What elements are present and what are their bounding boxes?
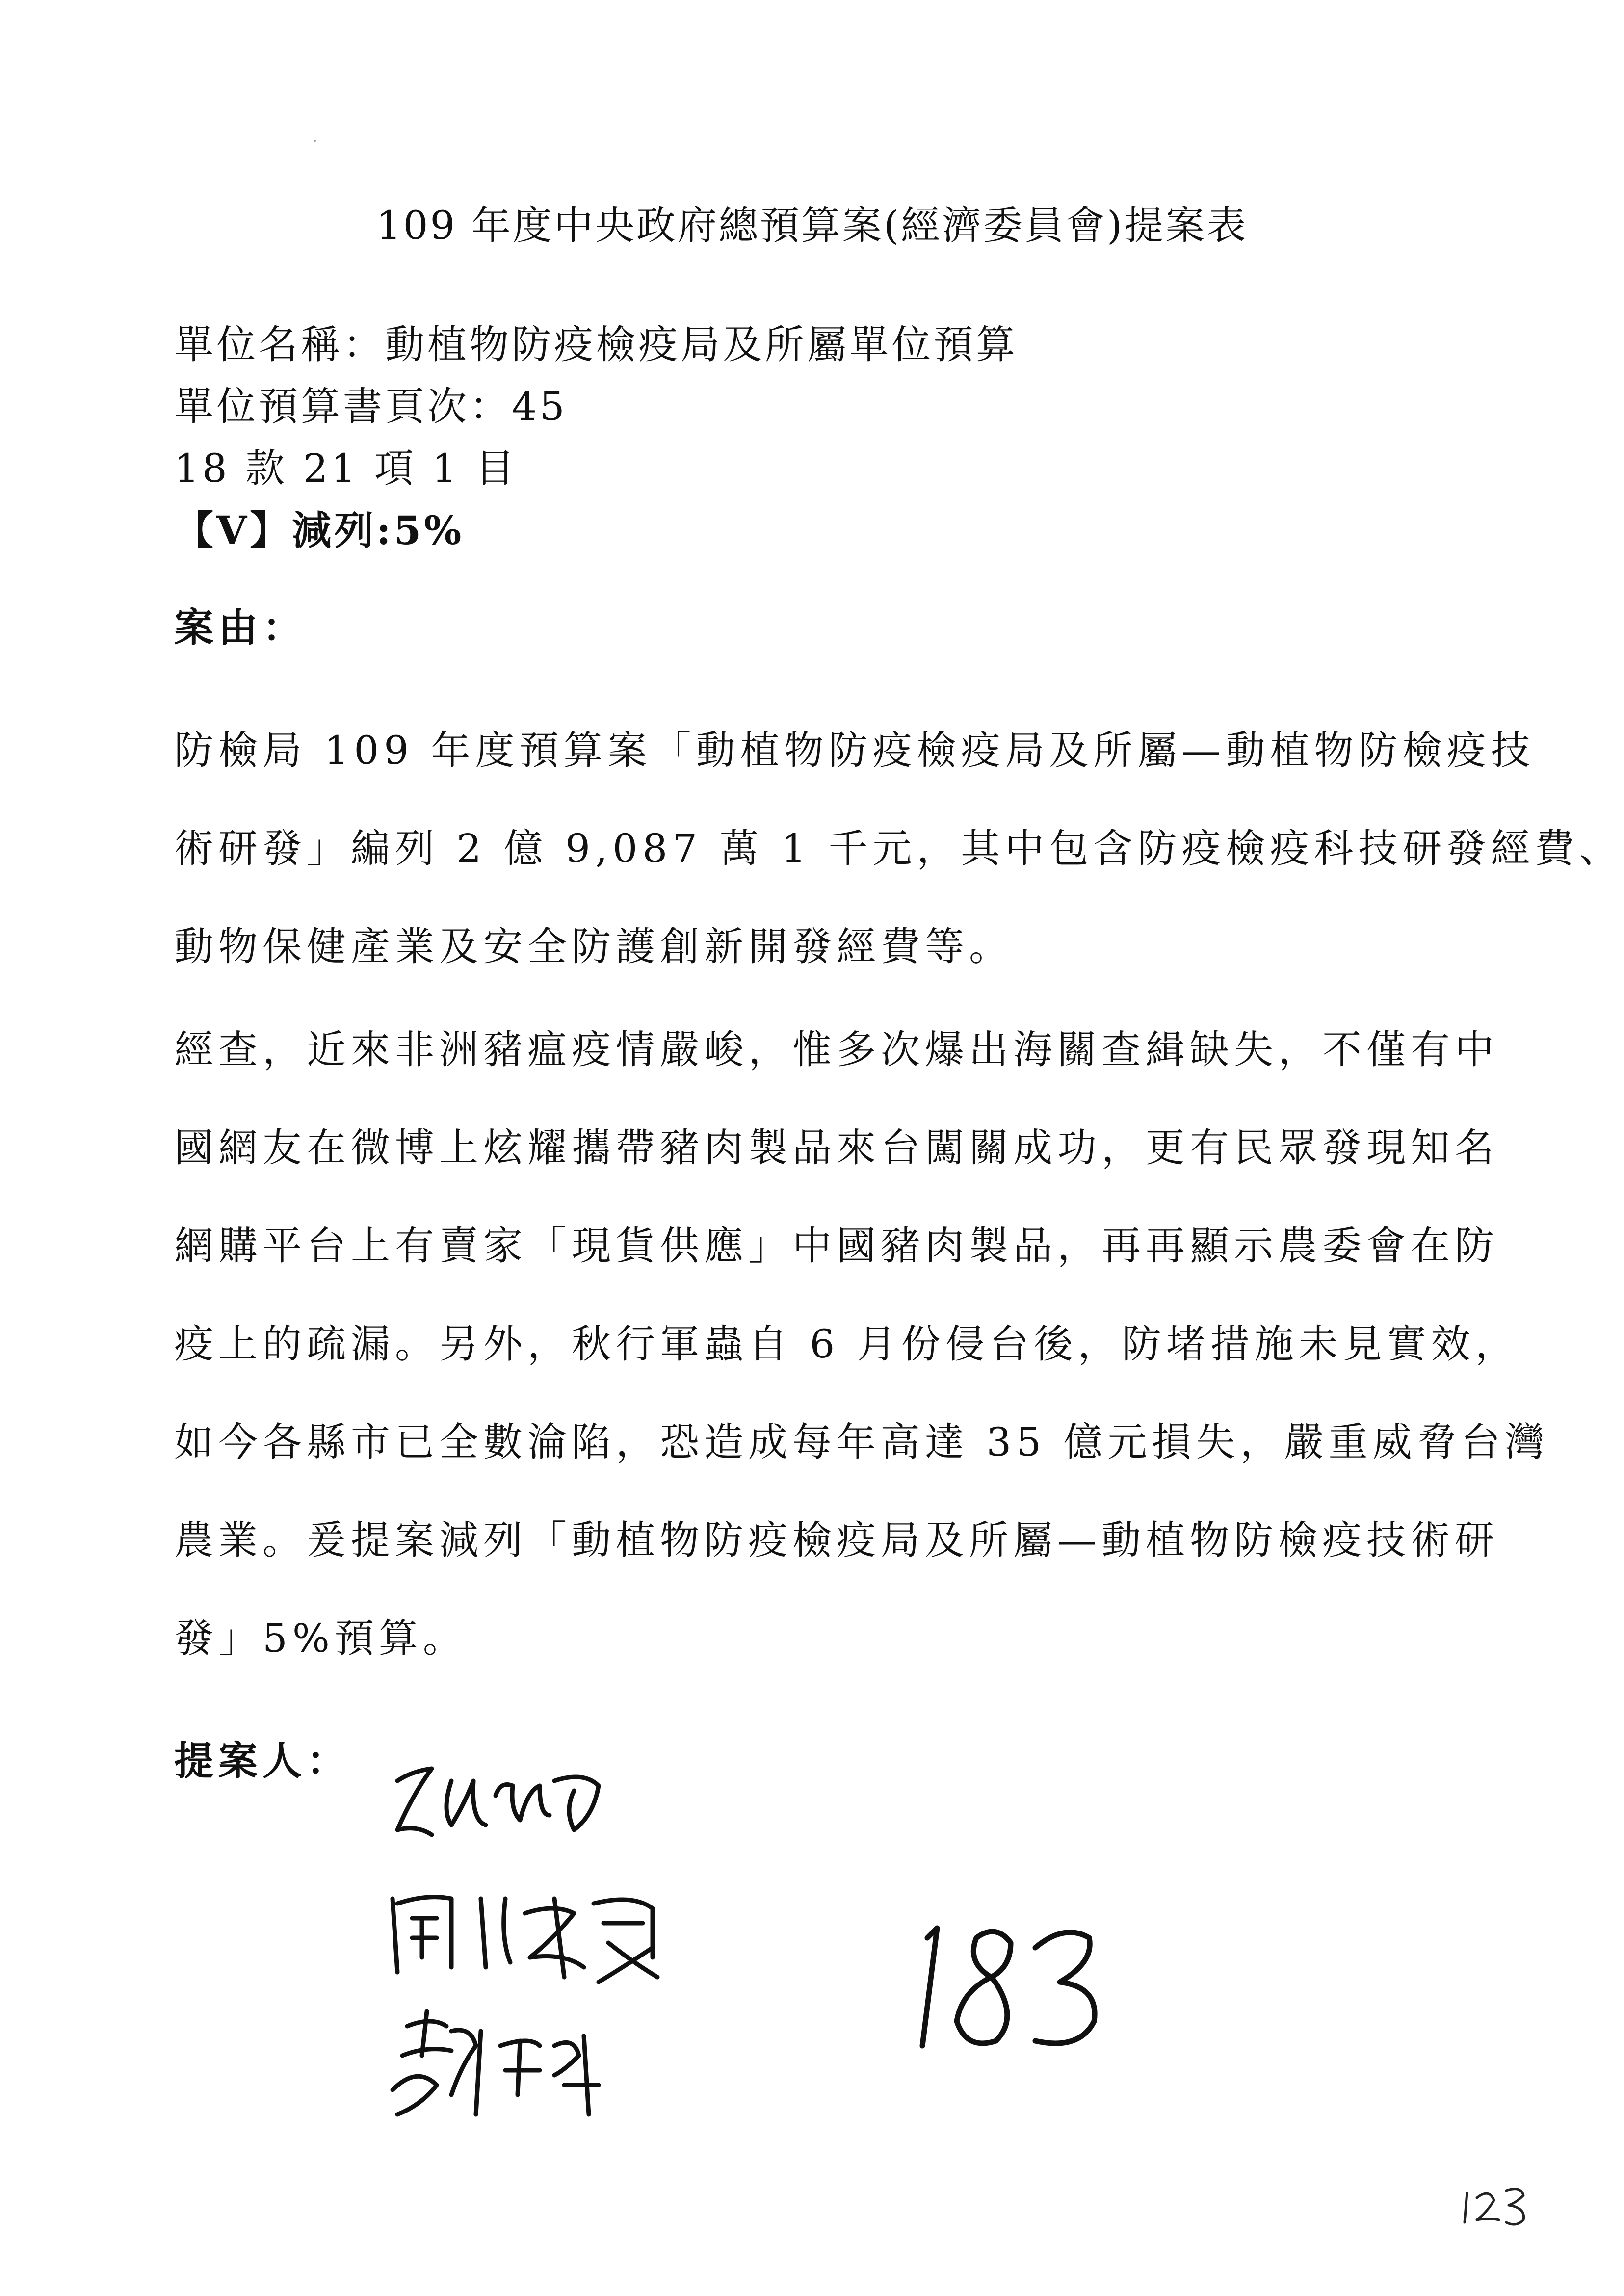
paragraph-line: 如今各縣市已全數淪陷，恐造成每年高達 35 億元損失，嚴重威脅台灣: [174, 1419, 1549, 1465]
paragraph-line: 防檢局 109 年度預算案「動植物防疫檢疫局及所屬—動植物防檢疫技: [174, 728, 1535, 773]
budget-meta: [174, 314, 1018, 561]
paragraph-line: 國網友在微博上炫耀攜帶豬肉製品來台闖關成功，更有民眾發現知名: [174, 1125, 1499, 1171]
reason-paragraph-2: [174, 1001, 1549, 1688]
paragraph-line: 疫上的疏漏。另外，秋行軍蟲自 6 月份侵台後，防堵措施未見實效，: [174, 1321, 1519, 1367]
paragraph-line: 經查，近來非洲豬瘟疫情嚴峻，惟多次爆出海關查緝缺失，不僅有中: [174, 1027, 1499, 1072]
paragraph-line: 網購平台上有賣家「現貨供應」中國豬肉製品，再再顯示農委會在防: [174, 1223, 1499, 1269]
budget-item-reference: 18 款 21 項 1 目: [174, 445, 518, 491]
proposer-heading: 提案人：: [174, 1738, 351, 1784]
reduction-checkbox-line: 【V】減列:5%: [174, 507, 465, 553]
paragraph-line: 發」5%預算。: [174, 1616, 467, 1661]
unit-name: 單位名稱：動植物防疫檢疫局及所屬單位預算: [174, 322, 1018, 367]
paragraph-line: 農業。爰提案減列「動植物防疫檢疫局及所屬—動植物防檢疫技術研: [174, 1517, 1499, 1563]
document-title: 109 年度中央政府總預算案(經濟委員會)提案表: [376, 203, 1248, 248]
budget-page-reference: 單位預算書頁次：45: [174, 384, 568, 429]
handwritten-signatures: [378, 1751, 819, 2134]
paragraph-line: 術研發」編列 2 億 9,087 萬 1 千元，其中包含防疫檢疫科技研發經費、: [174, 826, 1624, 871]
handwritten-page-number: [1460, 2178, 1533, 2232]
reason-heading: 案由：: [174, 604, 307, 651]
paragraph-line: 動物保健產業及安全防護創新開發經費等。: [174, 924, 1013, 969]
scan-speck: [314, 140, 316, 142]
reason-paragraph-1: [174, 702, 1624, 996]
handwritten-number: [908, 1904, 1114, 2065]
